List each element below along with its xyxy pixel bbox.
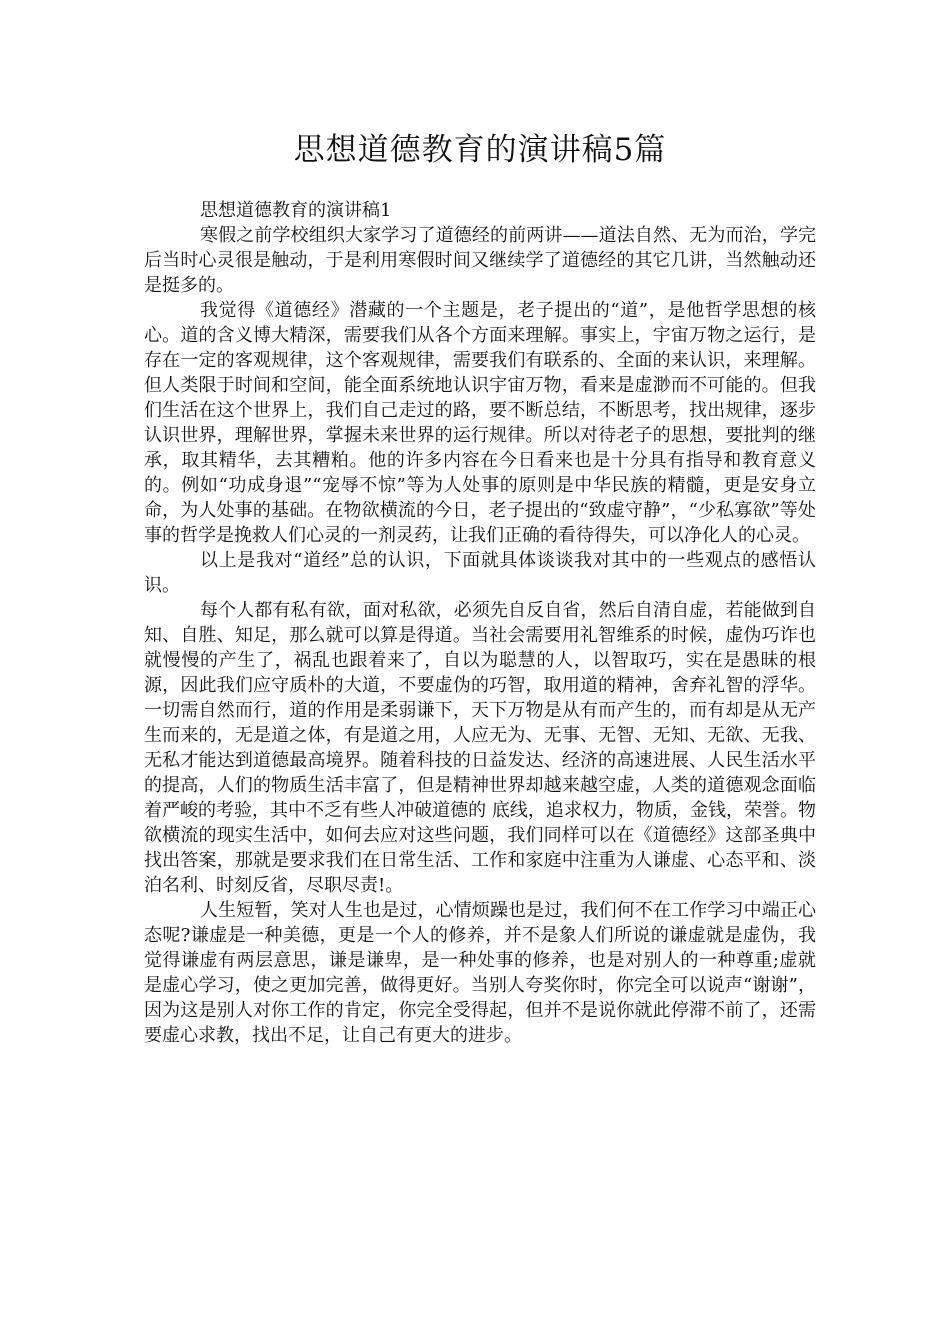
paragraph-1: 寒假之前学校组织大家学习了道德经的前两讲——道法自然、无为而治，学完后当时心灵很是触动，于是利用寒假时间又继续学了道德经的其它几讲，当然触动还是挺多的。 bbox=[144, 225, 816, 296]
paragraph-5: 人生短暂，笑对人生也是过，心情烦躁也是过，我们何不在工作学习中端正心态呢?谦虚是一种美德，更是一个人的修养，并不是象人们所说的谦虚就是虚伪，我觉得谦虚有两层意思，谦是谦卑，是一种处事的修养，也是对别人的一种尊重;虚就是虚心学习，使之更加完善，做得更好。当别人夸奖你时，你完全可以说声“谢谢”，因为这是别人对你工作的肯定，你完全受得起，但并不是说你就此停滞不前了，还需要虚心求教，找出不足，让自己有更大的进步。 bbox=[144, 900, 816, 1046]
paragraph-3: 以上是我对“道经”总的认识，下面就具体谈谈我对其中的一些观点的感悟认识。 bbox=[144, 550, 816, 596]
paragraph-2: 我觉得《道德经》潜藏的一个主题是，老子提出的“道”，是他哲学思想的核心。道的含义博大精深，需要我们从各个方面来理解。事实上，宇宙万物之运行，是存在一定的客观规律，这个客观规律，需要我们有联系的、全面的来认识，来理解。但人类限于时间和空间，能全面系统地认识宇宙万物，看来是虚渺而不可能的。但我们生活在这个世界上，我们自己走过的路，要不断总结，不断思考，找出规律，逐步认识世界，理解世界，掌握未来世界的运行规律。所以对待老子的思想，要批判的继承，取其精华，去其糟粕。他的许多内容在今日看来也是十分具有指导和教育意义的。例如“功成身退”“宠辱不惊”等为人处事的原则是中华民族的精髓，更是安身立命，为人处事的基础。在物欲横流的今日，老子提出的“致虚守静”，“少私寡欲”等处事的哲学是挽救人们心灵的一剂灵药，让我们正确的看待得失，可以净化人的心灵。 bbox=[144, 300, 816, 546]
document-title: 思想道德教育的演讲稿5篇 bbox=[293, 132, 667, 168]
paragraph-4: 每个人都有私有欲，面对私欲，必须先自反自省，然后自清自虚，若能做到自知、自胜、知足，那么就可以算是得道。当社会需要用礼智维系的时候，虚伪巧诈也就慢慢的产生了，祸乱也跟着来了，自以为聪慧的人，以智取巧，实在是愚昧的根源，因此我们应守质朴的大道，不要虚伪的巧智，取用道的精神，舍弃礼智的浮华。一切需自然而行，道的作用是柔弱谦下，天下万物是从有而产生的，而有却是从无产生而来的，无是道之体，有是道之用，人应无为、无事、无智、无知、无欲、无我、无私才能达到道德最高境界。随着科技的日益发达、经济的高速进展、人民生活水平的提高，人们的物质生活丰富了，但是精神世界却越来越空虚，人类的道德观念面临着严峻的考验，其中不乏有些人冲破道德的 底线，追求权力，物质，金钱，荣誉。物欲横流的现实生活中，如何去应对这些问题，我们同样可以在《道德经》这部圣典中找出答案，那就是要求我们在日常生活、工作和家庭中注重为人谦虚、心态平和、淡泊名利、时刻反省，尽职尽责!。 bbox=[144, 600, 816, 896]
document-page bbox=[144, 0, 816, 1048]
section-heading: 思想道德教育的演讲稿1 bbox=[200, 200, 392, 221]
